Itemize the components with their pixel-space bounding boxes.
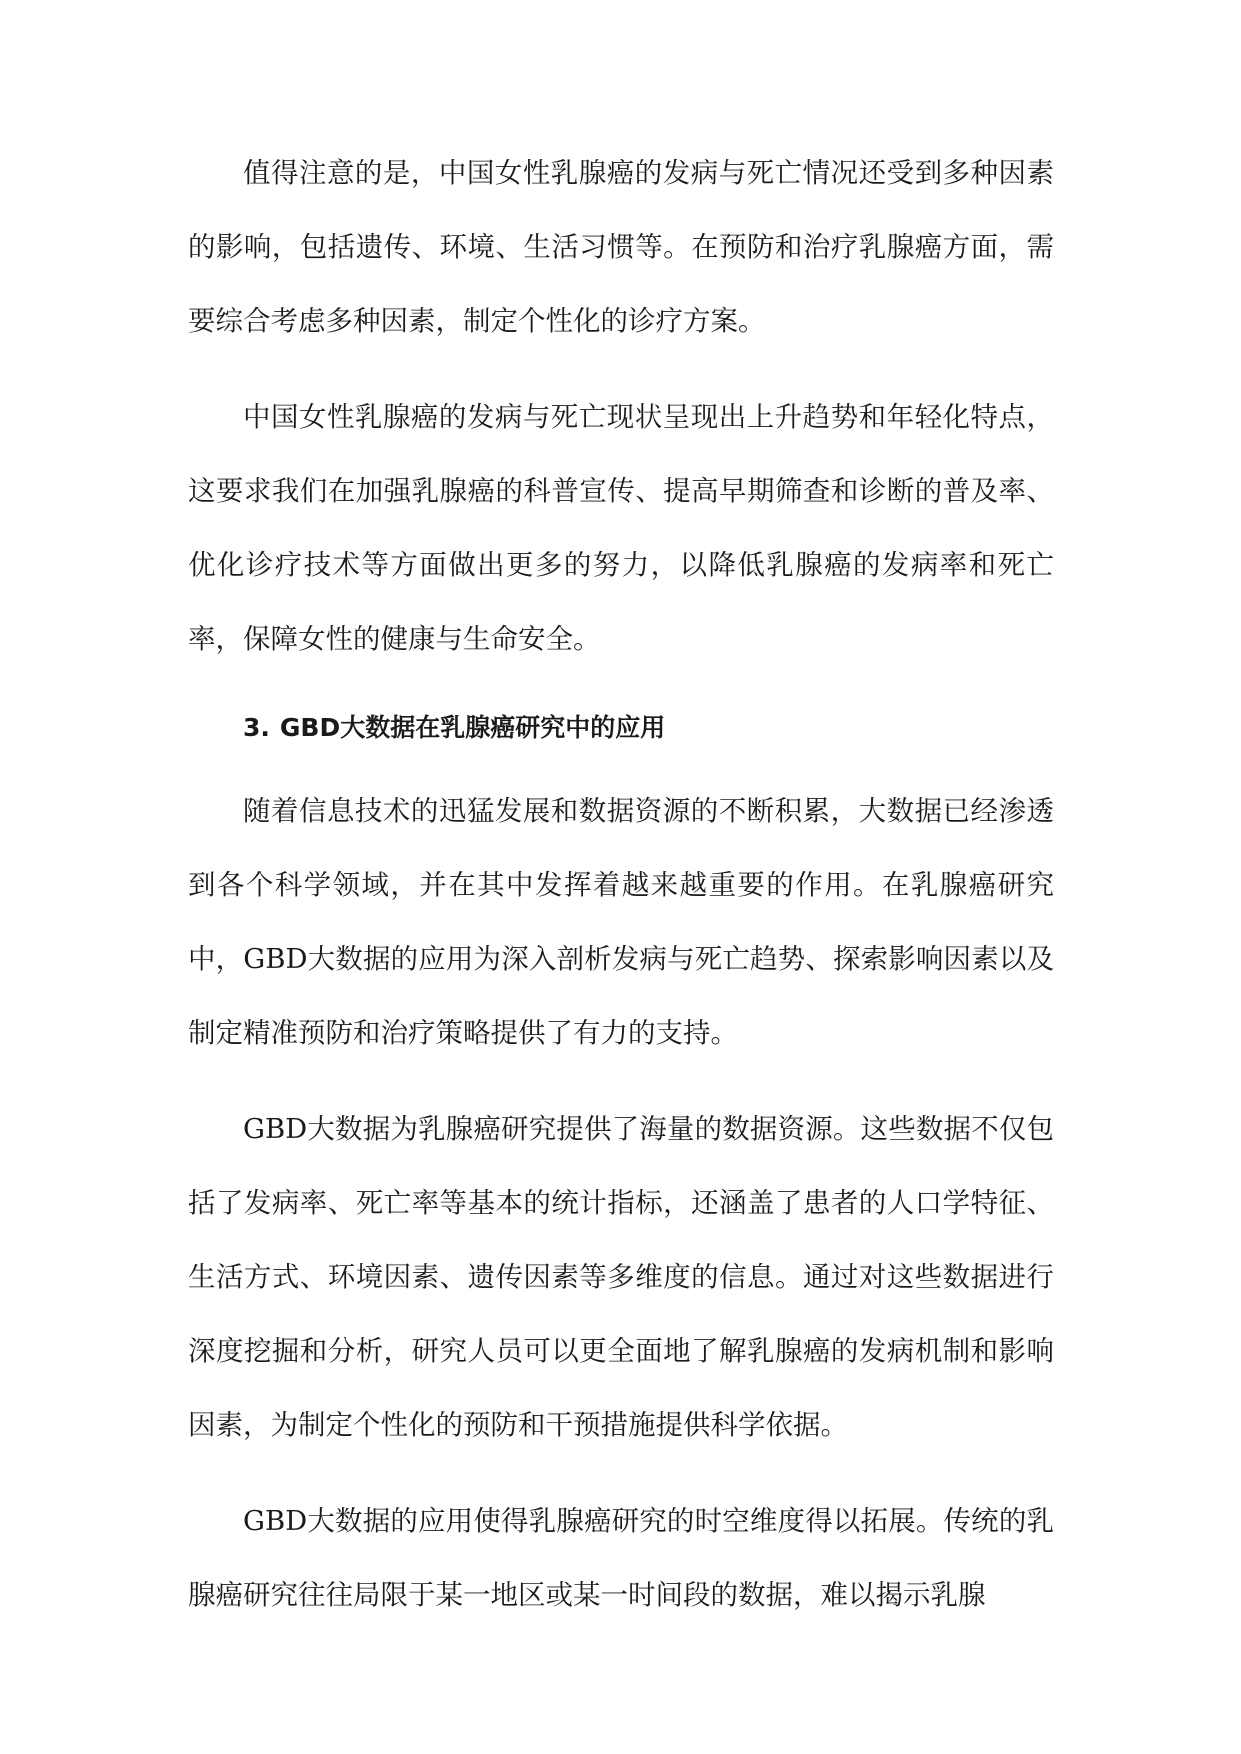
section-number: 3. <box>243 713 270 742</box>
paragraph: 中国女性乳腺癌的发病与死亡现状呈现出上升趋势和年轻化特点，这要求我们在加强乳腺癌的科普宣传、提高早期筛查和诊断的普及率、优化诊疗技术等方面做出更多的努力，以降低乳腺癌的发病率和死亡率，保障女性的健康与生命安全。 <box>188 401 1054 655</box>
section-heading <box>188 698 1054 758</box>
section-title: GBD大数据在乳腺癌研究中的应用 <box>279 713 666 742</box>
paragraph: GBD大数据为乳腺癌研究提供了海量的数据资源。这些数据不仅包括了发病率、死亡率等基本的统计指标，还涵盖了患者的人口学特征、生活方式、环境因素、遗传因素等多维度的信息。通过对这些数据进行深度挖掘和分析，研究人员可以更全面地了解乳腺癌的发病机制和影响因素，为制定个性化的预防和干预措施提供科学依据。 <box>188 1113 1054 1441</box>
document-body <box>188 136 1054 1654</box>
paragraph: 值得注意的是，中国女性乳腺癌的发病与死亡情况还受到多种因素的影响，包括遗传、环境、生活习惯等。在预防和治疗乳腺癌方面，需要综合考虑多种因素，制定个性化的诊疗方案。 <box>188 157 1054 337</box>
paragraph: GBD大数据的应用使得乳腺癌研究的时空维度得以拓展。传统的乳腺癌研究往往局限于某一地区或某一时间段的数据，难以揭示乳腺 <box>188 1505 1054 1611</box>
paragraph: 随着信息技术的迅猛发展和数据资源的不断积累，大数据已经渗透到各个科学领域，并在其中发挥着越来越重要的作用。在乳腺癌研究中，GBD大数据的应用为深入剖析发病与死亡趋势、探索影响因素以及制定精准预防和治疗策略提供了有力的支持。 <box>188 795 1054 1049</box>
